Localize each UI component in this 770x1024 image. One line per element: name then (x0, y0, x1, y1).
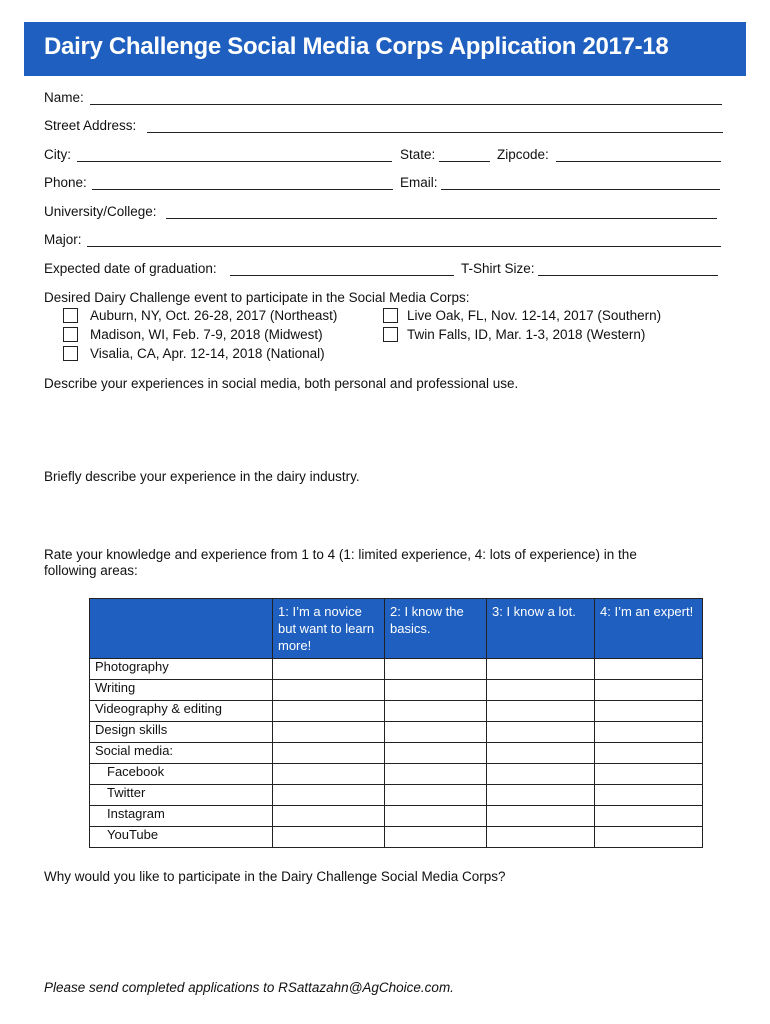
rating-cell[interactable] (595, 806, 703, 827)
rating-cell[interactable] (273, 701, 385, 722)
city-label: City: (44, 147, 71, 162)
tshirt-size-label: T-Shirt Size: (461, 261, 535, 276)
why-participate-answer-area[interactable] (44, 890, 724, 970)
rating-cell[interactable] (273, 764, 385, 785)
email-label: Email: (400, 175, 438, 190)
event-label-twin-falls: Twin Falls, ID, Mar. 1-3, 2018 (Western) (407, 327, 646, 342)
rating-cell[interactable] (487, 701, 595, 722)
rating-cell[interactable] (273, 743, 385, 764)
major-field[interactable] (87, 246, 721, 247)
row-label-design-skills: Design skills (90, 722, 273, 743)
rating-cell[interactable] (273, 659, 385, 680)
rating-cell[interactable] (385, 764, 487, 785)
rating-cell[interactable] (487, 785, 595, 806)
footer-note: Please send completed applications to RSattazahn@AgChoice.com. (44, 980, 454, 995)
rating-header-row (90, 599, 703, 659)
event-label-auburn: Auburn, NY, Oct. 26-28, 2017 (Northeast) (90, 308, 338, 323)
row-label-writing: Writing (90, 680, 273, 701)
rating-cell[interactable] (595, 659, 703, 680)
social-media-answer-area[interactable] (44, 396, 724, 460)
row-label-social-media: Social media: (90, 743, 273, 764)
rating-cell[interactable] (487, 659, 595, 680)
rating-cell[interactable] (487, 680, 595, 701)
rating-header-4: 4: I’m an expert! (595, 599, 703, 659)
table-row (90, 680, 703, 701)
event-checkbox-live-oak[interactable] (383, 308, 398, 323)
city-field[interactable] (77, 161, 392, 162)
rating-cell[interactable] (487, 722, 595, 743)
page-title: Dairy Challenge Social Media Corps Application 2017-18 (44, 33, 669, 60)
event-checkbox-visalia[interactable] (63, 346, 78, 361)
rating-cell[interactable] (487, 743, 595, 764)
name-label: Name: (44, 90, 84, 105)
rating-header-2: 2: I know the basics. (385, 599, 487, 659)
table-row (90, 722, 703, 743)
row-label-youtube: YouTube (90, 827, 273, 848)
event-label-madison: Madison, WI, Feb. 7-9, 2018 (Midwest) (90, 327, 323, 342)
rating-cell[interactable] (273, 806, 385, 827)
rating-cell[interactable] (487, 806, 595, 827)
rating-cell[interactable] (487, 764, 595, 785)
title-banner (24, 22, 746, 76)
table-row (90, 827, 703, 848)
tshirt-size-field[interactable] (538, 275, 718, 276)
row-label-twitter: Twitter (90, 785, 273, 806)
rating-cell[interactable] (595, 722, 703, 743)
rating-cell[interactable] (385, 806, 487, 827)
rating-cell[interactable] (385, 659, 487, 680)
state-field[interactable] (439, 161, 490, 162)
dairy-experience-question: Briefly describe your experience in the dairy industry. (44, 469, 360, 484)
rating-instructions-line1: Rate your knowledge and experience from 1 to 4 (1: limited experience, 4: lots of experience) in the (44, 547, 637, 562)
university-label: University/College: (44, 204, 157, 219)
event-label-visalia: Visalia, CA, Apr. 12-14, 2018 (National) (90, 346, 325, 361)
name-field[interactable] (90, 104, 722, 105)
why-participate-question: Why would you like to participate in the Dairy Challenge Social Media Corps? (44, 869, 506, 884)
rating-cell[interactable] (273, 785, 385, 806)
rating-cell[interactable] (385, 701, 487, 722)
rating-cell[interactable] (595, 701, 703, 722)
zipcode-label: Zipcode: (497, 147, 549, 162)
rating-cell[interactable] (385, 722, 487, 743)
rating-cell[interactable] (595, 785, 703, 806)
rating-cell[interactable] (595, 743, 703, 764)
table-row (90, 764, 703, 785)
row-label-instagram: Instagram (90, 806, 273, 827)
graduation-date-label: Expected date of graduation: (44, 261, 217, 276)
state-label: State: (400, 147, 436, 162)
row-label-photography: Photography (90, 659, 273, 680)
phone-field[interactable] (92, 189, 393, 190)
rating-instructions-line2: following areas: (44, 563, 138, 578)
rating-cell[interactable] (385, 827, 487, 848)
rating-cell[interactable] (273, 680, 385, 701)
event-label-live-oak: Live Oak, FL, Nov. 12-14, 2017 (Southern) (407, 308, 662, 323)
table-row (90, 785, 703, 806)
rating-cell[interactable] (595, 827, 703, 848)
rating-table (89, 598, 703, 848)
dairy-experience-answer-area[interactable] (44, 489, 724, 545)
event-prompt: Desired Dairy Challenge event to participate in the Social Media Corps: (44, 290, 470, 305)
rating-cell[interactable] (385, 785, 487, 806)
rating-cell[interactable] (273, 722, 385, 743)
social-media-question: Describe your experiences in social media, both personal and professional use. (44, 376, 519, 391)
table-row (90, 701, 703, 722)
rating-header-1: 1: I’m a novice but want to learn more! (273, 599, 385, 659)
table-row (90, 743, 703, 764)
table-row (90, 806, 703, 827)
rating-cell[interactable] (385, 743, 487, 764)
row-label-videography: Videography & editing (90, 701, 273, 722)
street-address-label: Street Address: (44, 118, 137, 133)
graduation-date-field[interactable] (230, 275, 454, 276)
rating-cell[interactable] (385, 680, 487, 701)
event-checkbox-twin-falls[interactable] (383, 327, 398, 342)
phone-label: Phone: (44, 175, 87, 190)
zipcode-field[interactable] (556, 161, 721, 162)
rating-header-3: 3: I know a lot. (487, 599, 595, 659)
street-address-field[interactable] (147, 132, 723, 133)
major-label: Major: (44, 232, 82, 247)
email-field[interactable] (441, 189, 720, 190)
rating-cell[interactable] (487, 827, 595, 848)
table-row (90, 659, 703, 680)
event-checkbox-madison[interactable] (63, 327, 78, 342)
row-label-facebook: Facebook (90, 764, 273, 785)
rating-cell[interactable] (595, 764, 703, 785)
rating-cell[interactable] (595, 680, 703, 701)
event-checkbox-auburn[interactable] (63, 308, 78, 323)
rating-cell[interactable] (273, 827, 385, 848)
rating-header-blank (90, 599, 273, 659)
university-field[interactable] (166, 218, 717, 219)
